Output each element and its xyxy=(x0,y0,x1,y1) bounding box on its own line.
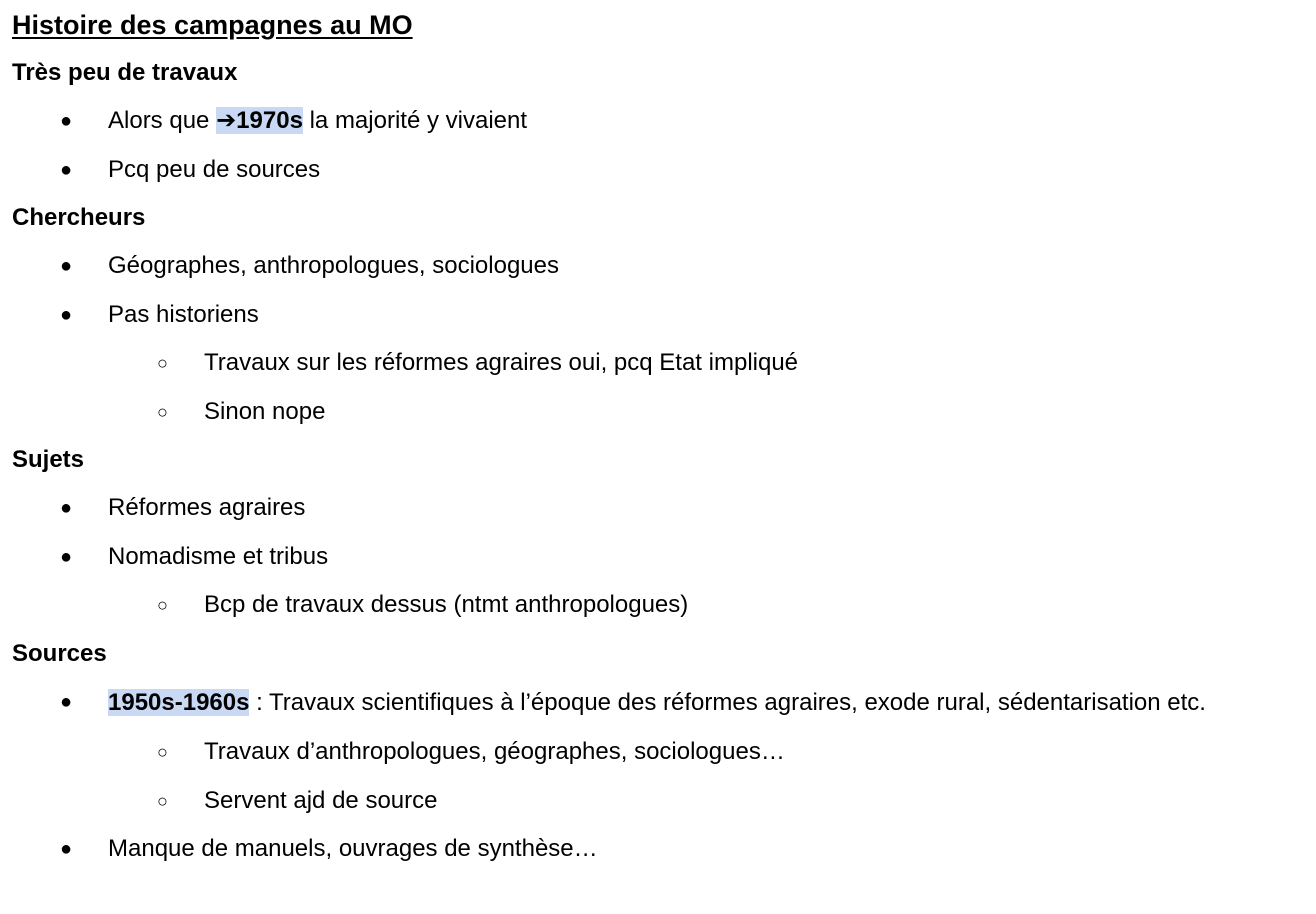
item-text: Nomadisme et tribus xyxy=(108,542,329,570)
item-text: Réformes agraires xyxy=(108,494,306,521)
item-text: : Travaux scientifiques à l’époque des réformes agraires, exode rural, sédentarisation etc. xyxy=(249,688,1206,716)
hollow-bullet-icon: ○ xyxy=(157,353,168,373)
hollow-bullet-icon: ○ xyxy=(157,742,168,762)
sub-list-item xyxy=(12,587,1296,623)
item-text: Sinon nope xyxy=(204,397,326,425)
item-text: Pcq peu de sources xyxy=(108,155,321,183)
item-text: Pas historiens xyxy=(108,300,259,328)
sub-list-item xyxy=(12,734,1296,770)
item-text: Bcp de travaux dessus (ntmt anthropologues) xyxy=(204,591,689,618)
bullet-icon: ● xyxy=(60,690,73,713)
sub-list-item xyxy=(12,783,1296,819)
section-heading-travaux: Très peu de travaux xyxy=(12,59,238,86)
list-item xyxy=(12,684,1296,722)
sub-list-item xyxy=(12,345,1296,381)
item-text: Alors que xyxy=(108,107,217,134)
list-item xyxy=(12,297,1296,333)
item-text: Manque de manuels, ouvrages de synthèse… xyxy=(108,835,598,862)
bullet-icon: ● xyxy=(60,303,73,326)
hollow-bullet-icon: ○ xyxy=(157,401,168,422)
document-page xyxy=(12,6,1296,880)
item-text: Travaux d’anthropologues, géographes, sociologues… xyxy=(204,738,785,765)
bullet-icon: ● xyxy=(60,497,73,519)
bullet-icon: ● xyxy=(60,110,73,132)
item-text: Géographes, anthropologues, sociologues xyxy=(108,252,559,279)
document-title: Histoire des campagnes au MO xyxy=(12,10,413,40)
list-item xyxy=(12,248,1296,284)
item-text: Servent ajd de source xyxy=(204,786,438,814)
bullet-icon: ● xyxy=(60,545,73,568)
list-item xyxy=(12,103,1296,139)
hollow-bullet-icon: ○ xyxy=(157,595,168,615)
section-heading-chercheurs: Chercheurs xyxy=(12,204,146,231)
list-item xyxy=(12,152,1296,188)
highlighted-text: ➔1970s xyxy=(216,107,303,134)
highlighted-text: 1950s-1960s xyxy=(108,688,250,716)
list-item xyxy=(12,831,1296,867)
bullet-icon: ● xyxy=(60,838,73,860)
section-heading-sources: Sources xyxy=(12,639,107,667)
list-item xyxy=(12,490,1296,526)
section-heading-sujets: Sujets xyxy=(12,446,85,473)
hollow-bullet-icon: ○ xyxy=(157,790,168,811)
item-text: Travaux sur les réformes agraires oui, pcq Etat impliqué xyxy=(204,349,799,376)
item-text: la majorité y vivaient xyxy=(302,107,528,134)
list-item xyxy=(12,539,1296,575)
bullet-icon: ● xyxy=(60,255,73,277)
bullet-icon: ● xyxy=(60,158,73,181)
sub-list-item xyxy=(12,394,1296,430)
